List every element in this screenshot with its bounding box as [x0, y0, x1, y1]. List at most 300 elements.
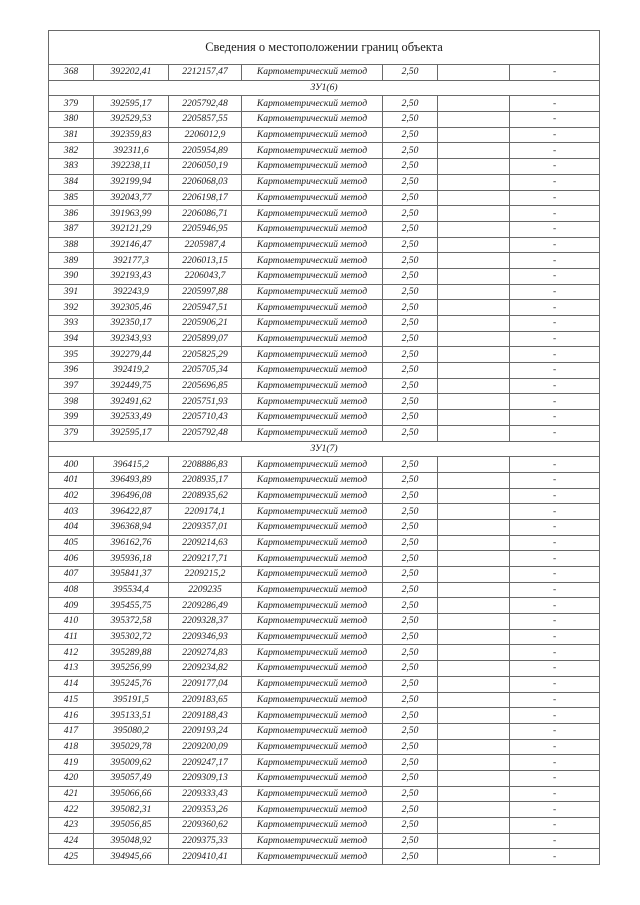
empty-cell: [438, 457, 510, 473]
accuracy: 2,50: [383, 598, 438, 614]
coord-y: 2209410,41: [169, 849, 242, 865]
table-row: [49, 316, 600, 332]
table-row: [49, 425, 600, 441]
coord-x: 391963,99: [94, 206, 169, 222]
description: -: [510, 457, 600, 473]
coord-y: 2206086,71: [169, 206, 242, 222]
coord-x: 396496,08: [94, 488, 169, 504]
table-row: [49, 127, 600, 143]
coord-y: 2209215,2: [169, 567, 242, 583]
description: -: [510, 551, 600, 567]
empty-cell: [438, 425, 510, 441]
accuracy: 2,50: [383, 770, 438, 786]
coord-x: 395133,51: [94, 708, 169, 724]
point-number: 412: [49, 645, 94, 661]
accuracy: 2,50: [383, 394, 438, 410]
table-row: [49, 739, 600, 755]
coord-x: 392359,83: [94, 127, 169, 143]
coord-y: 2206043,7: [169, 268, 242, 284]
accuracy: 2,50: [383, 661, 438, 677]
coord-y: 2209353,26: [169, 802, 242, 818]
coord-x: 392146,47: [94, 237, 169, 253]
description: -: [510, 112, 600, 128]
coord-y: 2209360,62: [169, 818, 242, 834]
coord-x: 395841,37: [94, 567, 169, 583]
coord-x: 392243,9: [94, 284, 169, 300]
description: -: [510, 723, 600, 739]
table-row: [49, 504, 600, 520]
method: Картометрический метод: [242, 833, 383, 849]
coord-y: 2209217,71: [169, 551, 242, 567]
description: -: [510, 268, 600, 284]
empty-cell: [438, 567, 510, 583]
table-row: [49, 567, 600, 583]
method: Картометрический метод: [242, 535, 383, 551]
accuracy: 2,50: [383, 723, 438, 739]
coord-y: 2209286,49: [169, 598, 242, 614]
coord-y: 2209247,17: [169, 755, 242, 771]
coord-x: 395256,99: [94, 661, 169, 677]
section-label: ЗУ1(7): [49, 441, 600, 457]
table-row: [49, 457, 600, 473]
method: Картометрический метод: [242, 174, 383, 190]
method: Картометрический метод: [242, 661, 383, 677]
coord-y: 2205946,95: [169, 221, 242, 237]
description: -: [510, 786, 600, 802]
coord-y: 2205792,48: [169, 425, 242, 441]
empty-cell: [438, 96, 510, 112]
empty-cell: [438, 472, 510, 488]
coord-x: 392121,29: [94, 221, 169, 237]
empty-cell: [438, 221, 510, 237]
coord-y: 2205792,48: [169, 96, 242, 112]
empty-cell: [438, 692, 510, 708]
method: Картометрический метод: [242, 394, 383, 410]
table-row: [49, 676, 600, 692]
point-number: 391: [49, 284, 94, 300]
coord-x: 396368,94: [94, 519, 169, 535]
table-row: [49, 614, 600, 630]
method: Картометрический метод: [242, 206, 383, 222]
point-number: 405: [49, 535, 94, 551]
table-row: [49, 331, 600, 347]
accuracy: 2,50: [383, 410, 438, 426]
empty-cell: [438, 174, 510, 190]
coord-y: 2209183,65: [169, 692, 242, 708]
point-number: 389: [49, 253, 94, 269]
point-number: 408: [49, 582, 94, 598]
method: Картометрический метод: [242, 582, 383, 598]
accuracy: 2,50: [383, 174, 438, 190]
point-number: 406: [49, 551, 94, 567]
point-number: 415: [49, 692, 94, 708]
point-number: 413: [49, 661, 94, 677]
coord-x: 392595,17: [94, 96, 169, 112]
table-row: [49, 159, 600, 175]
coord-x: 392533,49: [94, 410, 169, 426]
method: Картометрический метод: [242, 488, 383, 504]
empty-cell: [438, 786, 510, 802]
method: Картометрический метод: [242, 425, 383, 441]
table-title-row: [49, 31, 600, 65]
description: -: [510, 363, 600, 379]
description: -: [510, 629, 600, 645]
coord-x: 392238,11: [94, 159, 169, 175]
accuracy: 2,50: [383, 645, 438, 661]
table-row: [49, 190, 600, 206]
empty-cell: [438, 770, 510, 786]
table-row: [49, 284, 600, 300]
empty-cell: [438, 598, 510, 614]
description: -: [510, 253, 600, 269]
point-number: 385: [49, 190, 94, 206]
description: -: [510, 614, 600, 630]
method: Картометрический метод: [242, 284, 383, 300]
coord-x: 395455,75: [94, 598, 169, 614]
table-row: [49, 723, 600, 739]
accuracy: 2,50: [383, 112, 438, 128]
point-number: 414: [49, 676, 94, 692]
table-row: [49, 535, 600, 551]
method: Картометрический метод: [242, 786, 383, 802]
table-row: [49, 253, 600, 269]
point-number: 388: [49, 237, 94, 253]
accuracy: 2,50: [383, 582, 438, 598]
coord-x: 395191,5: [94, 692, 169, 708]
accuracy: 2,50: [383, 488, 438, 504]
point-number: 390: [49, 268, 94, 284]
coord-y: 2209375,33: [169, 833, 242, 849]
empty-cell: [438, 331, 510, 347]
method: Картометрический метод: [242, 818, 383, 834]
method: Картометрический метод: [242, 268, 383, 284]
coord-y: 2205987,4: [169, 237, 242, 253]
coord-x: 395082,31: [94, 802, 169, 818]
coord-x: 392193,43: [94, 268, 169, 284]
table-row: [49, 378, 600, 394]
method: Картометрический метод: [242, 676, 383, 692]
accuracy: 2,50: [383, 614, 438, 630]
point-number: 402: [49, 488, 94, 504]
point-number: 420: [49, 770, 94, 786]
table-row: [49, 300, 600, 316]
coord-y: 2209274,83: [169, 645, 242, 661]
description: -: [510, 645, 600, 661]
table-row: [49, 488, 600, 504]
accuracy: 2,50: [383, 65, 438, 81]
accuracy: 2,50: [383, 96, 438, 112]
empty-cell: [438, 284, 510, 300]
table-row: [49, 143, 600, 159]
empty-cell: [438, 347, 510, 363]
accuracy: 2,50: [383, 849, 438, 865]
table-row: [49, 237, 600, 253]
empty-cell: [438, 300, 510, 316]
description: -: [510, 488, 600, 504]
coord-y: 2205825,29: [169, 347, 242, 363]
point-number: 416: [49, 708, 94, 724]
empty-cell: [438, 127, 510, 143]
accuracy: 2,50: [383, 237, 438, 253]
point-number: 397: [49, 378, 94, 394]
section-header-row: [49, 80, 600, 96]
empty-cell: [438, 363, 510, 379]
description: -: [510, 347, 600, 363]
description: -: [510, 535, 600, 551]
table-row: [49, 65, 600, 81]
section-header-row: [49, 441, 600, 457]
empty-cell: [438, 159, 510, 175]
coord-y: 2206013,15: [169, 253, 242, 269]
coord-x: 394945,66: [94, 849, 169, 865]
empty-cell: [438, 723, 510, 739]
empty-cell: [438, 65, 510, 81]
coord-x: 396422,87: [94, 504, 169, 520]
method: Картометрический метод: [242, 504, 383, 520]
coord-x: 392279,44: [94, 347, 169, 363]
method: Картометрический метод: [242, 692, 383, 708]
point-number: 410: [49, 614, 94, 630]
coord-x: 395009,62: [94, 755, 169, 771]
description: -: [510, 96, 600, 112]
description: -: [510, 849, 600, 865]
empty-cell: [438, 551, 510, 567]
empty-cell: [438, 488, 510, 504]
table-row: [49, 849, 600, 865]
coord-x: 392595,17: [94, 425, 169, 441]
coord-y: 2205954,89: [169, 143, 242, 159]
method: Картометрический метод: [242, 629, 383, 645]
method: Картометрический метод: [242, 143, 383, 159]
description: -: [510, 425, 600, 441]
point-number: 423: [49, 818, 94, 834]
table-row: [49, 221, 600, 237]
point-number: 399: [49, 410, 94, 426]
accuracy: 2,50: [383, 676, 438, 692]
empty-cell: [438, 410, 510, 426]
empty-cell: [438, 206, 510, 222]
description: -: [510, 190, 600, 206]
coord-x: 395302,72: [94, 629, 169, 645]
coord-y: 2206198,17: [169, 190, 242, 206]
table-row: [49, 174, 600, 190]
table-row: [49, 347, 600, 363]
coord-x: 395029,78: [94, 739, 169, 755]
description: -: [510, 692, 600, 708]
description: -: [510, 65, 600, 81]
coord-x: 392350,17: [94, 316, 169, 332]
accuracy: 2,50: [383, 221, 438, 237]
coord-y: 2212157,47: [169, 65, 242, 81]
point-number: 386: [49, 206, 94, 222]
method: Картометрический метод: [242, 237, 383, 253]
method: Картометрический метод: [242, 849, 383, 865]
description: -: [510, 519, 600, 535]
accuracy: 2,50: [383, 755, 438, 771]
accuracy: 2,50: [383, 190, 438, 206]
coord-x: 392177,3: [94, 253, 169, 269]
coord-x: 392419,2: [94, 363, 169, 379]
coord-y: 2209188,43: [169, 708, 242, 724]
accuracy: 2,50: [383, 802, 438, 818]
method: Картометрический метод: [242, 739, 383, 755]
accuracy: 2,50: [383, 692, 438, 708]
method: Картометрический метод: [242, 190, 383, 206]
point-number: 384: [49, 174, 94, 190]
description: -: [510, 143, 600, 159]
description: -: [510, 159, 600, 175]
accuracy: 2,50: [383, 629, 438, 645]
point-number: 403: [49, 504, 94, 520]
description: -: [510, 331, 600, 347]
coord-x: 392311,6: [94, 143, 169, 159]
description: -: [510, 802, 600, 818]
description: -: [510, 221, 600, 237]
table-row: [49, 661, 600, 677]
empty-cell: [438, 316, 510, 332]
accuracy: 2,50: [383, 504, 438, 520]
empty-cell: [438, 645, 510, 661]
point-number: 400: [49, 457, 94, 473]
accuracy: 2,50: [383, 739, 438, 755]
coord-x: 395080,2: [94, 723, 169, 739]
point-number: 425: [49, 849, 94, 865]
method: Картометрический метод: [242, 708, 383, 724]
coord-x: 395245,76: [94, 676, 169, 692]
description: -: [510, 818, 600, 834]
coord-y: 2209177,04: [169, 676, 242, 692]
point-number: 422: [49, 802, 94, 818]
table-row: [49, 268, 600, 284]
empty-cell: [438, 739, 510, 755]
description: -: [510, 472, 600, 488]
table-row: [49, 582, 600, 598]
accuracy: 2,50: [383, 143, 438, 159]
table-row: [49, 770, 600, 786]
coord-y: 2205696,85: [169, 378, 242, 394]
description: -: [510, 284, 600, 300]
accuracy: 2,50: [383, 535, 438, 551]
coord-x: 395289,88: [94, 645, 169, 661]
table-row: [49, 363, 600, 379]
method: Картометрический метод: [242, 96, 383, 112]
point-number: 392: [49, 300, 94, 316]
description: -: [510, 739, 600, 755]
table-row: [49, 96, 600, 112]
accuracy: 2,50: [383, 519, 438, 535]
coord-y: 2209309,13: [169, 770, 242, 786]
accuracy: 2,50: [383, 331, 438, 347]
point-number: 411: [49, 629, 94, 645]
table-row: [49, 629, 600, 645]
section-label: ЗУ1(6): [49, 80, 600, 96]
coord-x: 392343,93: [94, 331, 169, 347]
method: Картометрический метод: [242, 645, 383, 661]
empty-cell: [438, 190, 510, 206]
empty-cell: [438, 676, 510, 692]
coord-x: 395534,4: [94, 582, 169, 598]
point-number: 394: [49, 331, 94, 347]
coord-x: 396493,89: [94, 472, 169, 488]
table-row: [49, 598, 600, 614]
empty-cell: [438, 535, 510, 551]
empty-cell: [438, 378, 510, 394]
accuracy: 2,50: [383, 567, 438, 583]
accuracy: 2,50: [383, 206, 438, 222]
empty-cell: [438, 237, 510, 253]
method: Картометрический метод: [242, 363, 383, 379]
point-number: 419: [49, 755, 94, 771]
table-row: [49, 708, 600, 724]
point-number: 407: [49, 567, 94, 583]
accuracy: 2,50: [383, 786, 438, 802]
table-row: [49, 206, 600, 222]
coord-y: 2209193,24: [169, 723, 242, 739]
coord-x: 392202,41: [94, 65, 169, 81]
table-row: [49, 645, 600, 661]
table-row: [49, 551, 600, 567]
empty-cell: [438, 629, 510, 645]
empty-cell: [438, 143, 510, 159]
method: Картометрический метод: [242, 723, 383, 739]
description: -: [510, 410, 600, 426]
empty-cell: [438, 849, 510, 865]
method: Картометрический метод: [242, 457, 383, 473]
method: Картометрический метод: [242, 221, 383, 237]
empty-cell: [438, 112, 510, 128]
description: -: [510, 582, 600, 598]
accuracy: 2,50: [383, 378, 438, 394]
description: -: [510, 833, 600, 849]
accuracy: 2,50: [383, 347, 438, 363]
table-row: [49, 112, 600, 128]
method: Картометрический метод: [242, 755, 383, 771]
method: Картометрический метод: [242, 378, 383, 394]
point-number: 382: [49, 143, 94, 159]
table-row: [49, 410, 600, 426]
description: -: [510, 504, 600, 520]
table-row: [49, 692, 600, 708]
empty-cell: [438, 802, 510, 818]
accuracy: 2,50: [383, 127, 438, 143]
coord-y: 2209328,37: [169, 614, 242, 630]
method: Картометрический метод: [242, 567, 383, 583]
method: Картометрический метод: [242, 65, 383, 81]
coord-y: 2209346,93: [169, 629, 242, 645]
point-number: 395: [49, 347, 94, 363]
method: Картометрический метод: [242, 253, 383, 269]
boundary-table: [48, 30, 600, 865]
empty-cell: [438, 394, 510, 410]
empty-cell: [438, 253, 510, 269]
table-row: [49, 472, 600, 488]
coord-y: 2209214,63: [169, 535, 242, 551]
coord-y: 2209174,1: [169, 504, 242, 520]
coord-y: 2209357,01: [169, 519, 242, 535]
accuracy: 2,50: [383, 472, 438, 488]
accuracy: 2,50: [383, 316, 438, 332]
description: -: [510, 661, 600, 677]
coord-y: 2205899,07: [169, 331, 242, 347]
accuracy: 2,50: [383, 268, 438, 284]
table-row: [49, 786, 600, 802]
description: -: [510, 237, 600, 253]
description: -: [510, 394, 600, 410]
table-row: [49, 833, 600, 849]
description: -: [510, 174, 600, 190]
method: Картометрический метод: [242, 347, 383, 363]
coord-y: 2209234,82: [169, 661, 242, 677]
